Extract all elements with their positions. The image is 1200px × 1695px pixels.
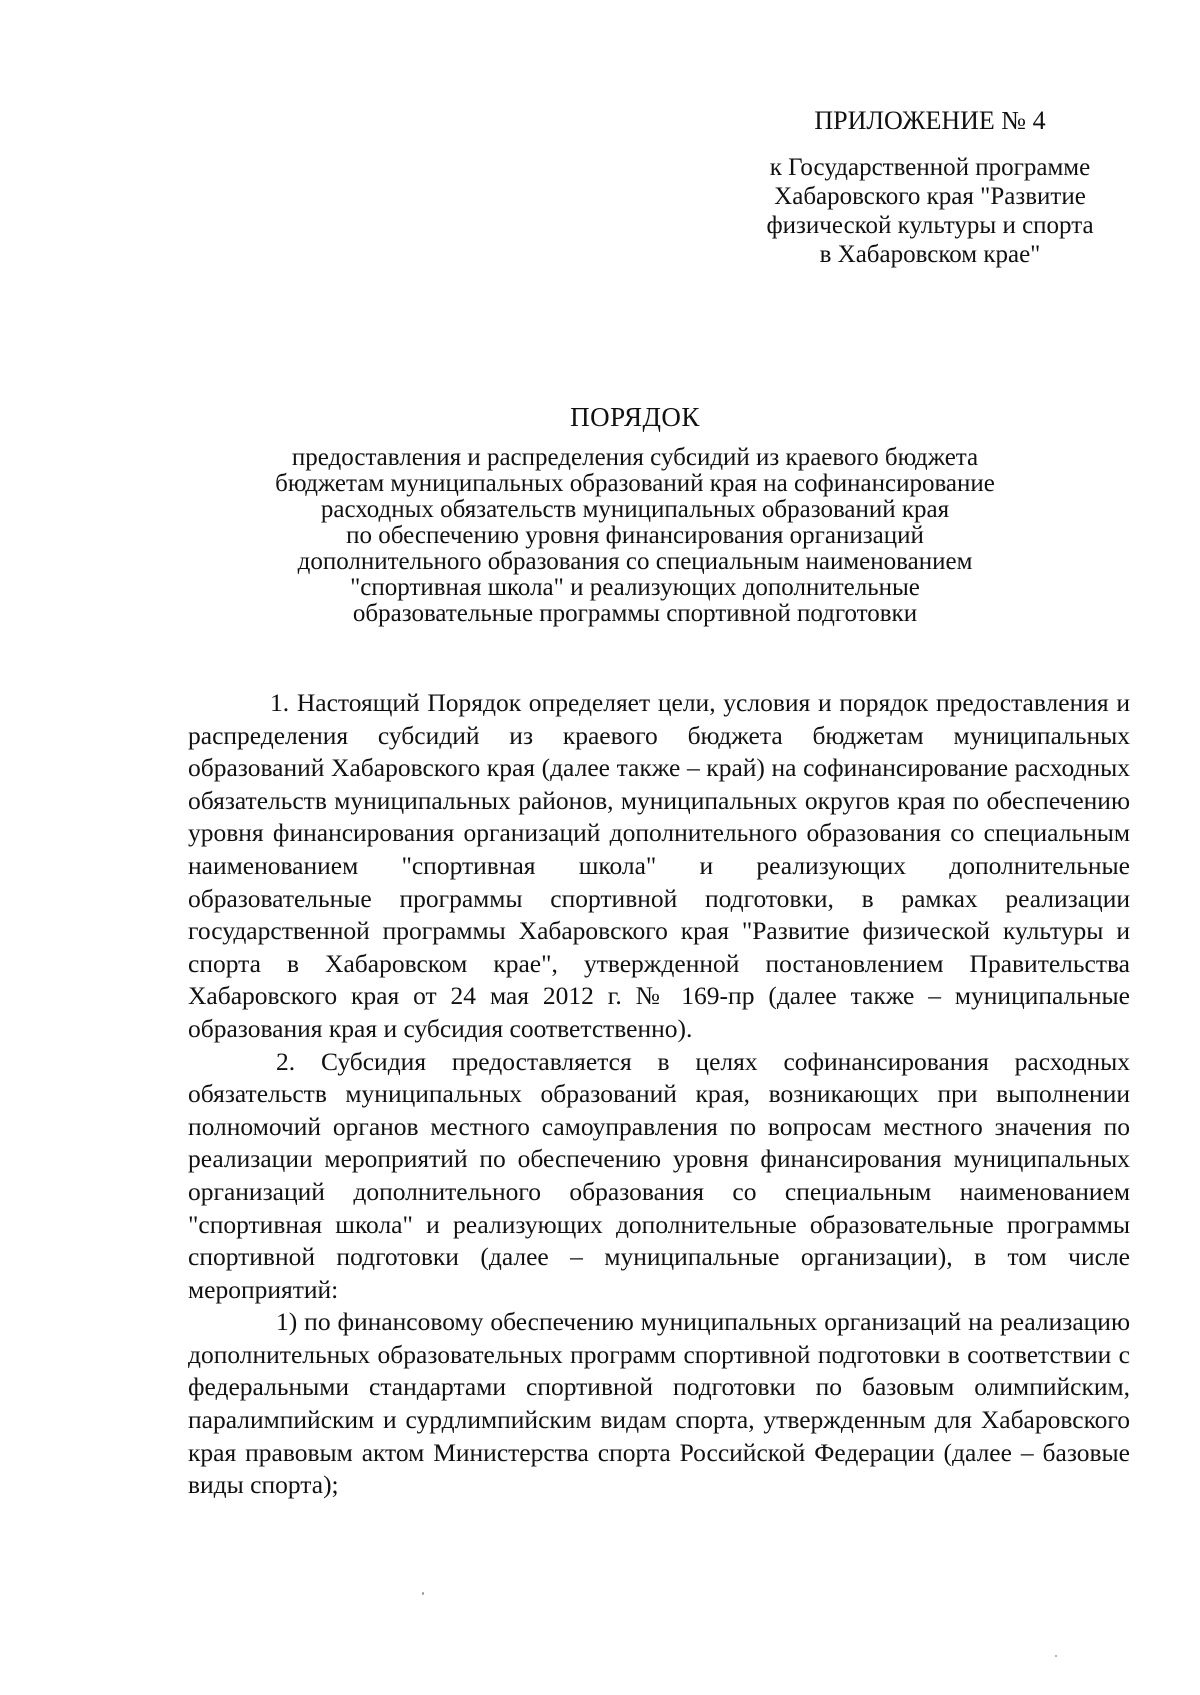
appendix-line: Хабаровского края "Развитие	[774, 183, 1086, 210]
subtitle-line: предоставления и распределения субсидий из краевого бюджета	[291, 444, 979, 471]
appendix-number: ПРИЛОЖЕНИЕ № 4	[814, 106, 1046, 135]
document-title-block	[200, 402, 1070, 627]
document-body	[188, 687, 1130, 1502]
paragraph-2: 2. Субсидия предоставляется в целях софинансирования расходных обязательств муниципальных образований края, возникающих при выполнении полномочий органов местного самоуправления по вопросам местного значения по реализации мероприятий по обеспечению уровня финансирования муниципальных организаций дополнительного образования со специальным наименованием "спортивная школа" и реализующих дополнительные образовательные программы спортивной подготовки (далее – муниципальные организации), в том числе мероприятий:	[188, 1046, 1130, 1304]
scan-speck	[422, 1592, 424, 1595]
subtitle-line: бюджетам муниципальных образований края на софинансирование	[275, 470, 995, 497]
document-subtitle	[200, 445, 1070, 627]
appendix-line: физической культуры и спорта	[766, 212, 1094, 239]
subtitle-line: расходных обязательств муниципальных образований края	[320, 496, 950, 523]
document-title: ПОРЯДОК	[570, 402, 700, 432]
subtitle-line: по обеспечению уровня финансирования организаций	[346, 522, 924, 549]
appendix-line: в Хабаровском крае"	[819, 241, 1041, 268]
paragraph-1: 1. Настоящий Порядок определяет цели, условия и порядок предоставления и распределения субсидий из краевого бюджета бюджетам муниципальных образований Хабаровского края (далее также – край) на софинансирование расходных обязательств муниципальных районов, муниципальных округов края по обеспечению уровня финансирования организаций дополнительного образования со специальным наименованием "спортивная школа" и реализующих дополнительные образовательные программы спортивной подготовки, в рамках реализации государственной программы Хабаровского края "Развитие физической культуры и спорта в Хабаровском крае", утвержденной постановлением Правительства Хабаровского края от 24 мая 2012 г. № 169-пр (далее также – муниципальные образования края и субсидия соответственно).	[188, 688, 1130, 1043]
paragraph-2-item-1: 1) по финансовому обеспечению муниципальных организаций на реализацию дополнительных образовательных программ спортивной подготовки в соответствии с федеральными стандартами спортивной подготовки по базовым олимпийским, паралимпийским и сурдлимпийским видам спорта, утвержденным для Хабаровского края правовым актом Министерства спорта Российской Федерации (далее – базовые виды спорта);	[188, 1307, 1130, 1500]
appendix-line: к Государственной программе	[769, 154, 1091, 181]
appendix-header	[720, 106, 1140, 269]
subtitle-line: "спортивная школа" и реализующих дополнительные	[350, 574, 920, 601]
subtitle-line: образовательные программы спортивной подготовки	[352, 600, 918, 627]
scan-speck	[1055, 1655, 1057, 1657]
subtitle-line: дополнительного образования со специальным наименованием	[297, 548, 973, 575]
